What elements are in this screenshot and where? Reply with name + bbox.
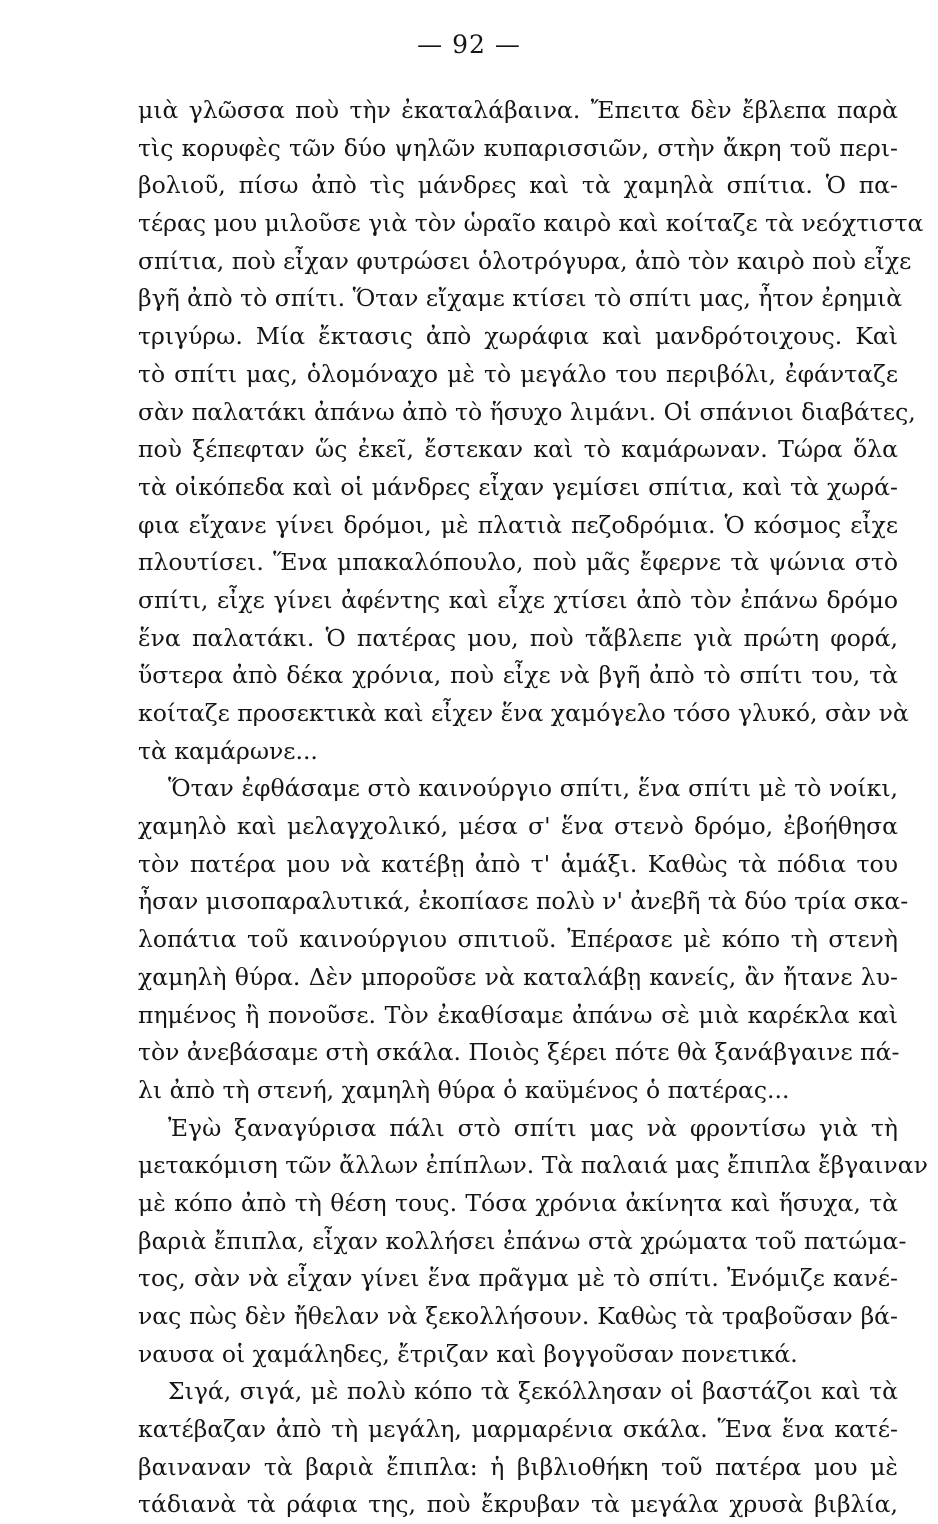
text-line: φια εἴχανε γίνει δρόμοι, μὲ πλατιὰ πεζοδρόμια. Ὁ κόσμος εἶχε (138, 510, 898, 539)
body-text (138, 92, 928, 1524)
text-line: λοπάτια τοῦ καινούργιου σπιτιοῦ. Ἐπέρασε μὲ κόπο τὴ στενὴ (138, 925, 898, 954)
text-line: τὸ σπίτι μας, ὁλομόναχο μὲ τὸ μεγάλο του περιβόλι, ἐφάνταζε (138, 359, 898, 388)
text-line: πημένος ἢ πονοῦσε. Τὸν ἐκαθίσαμε ἀπάνω σὲ μιὰ καρέκλα καὶ (138, 1000, 898, 1029)
text-line: τὶς κορυφὲς τῶν δύο ψηλῶν κυπαρισσιῶν, στὴν ἄκρη τοῦ περι- (138, 133, 898, 162)
text-line: βολιοῦ, πίσω ἀπὸ τὶς μάνδρες καὶ τὰ χαμηλὰ σπίτια. Ὁ πα- (138, 171, 898, 200)
text-line: ἕνα παλατάκι. Ὁ πατέρας μου, ποὺ τἄβλεπε γιὰ πρώτη φορά, (138, 623, 898, 652)
text-line: τὰ οἰκόπεδα καὶ οἱ μάνδρες εἶχαν γεμίσει σπίτια, καὶ τὰ χωρά- (138, 472, 898, 501)
text-line: μὲ κόπο ἀπὸ τὴ θέση τους. Τόσα χρόνια ἀκίνητα καὶ ἥσυχα, τὰ (138, 1188, 898, 1217)
text-line: μετακόμιση τῶν ἄλλων ἐπίπλων. Τὰ παλαιά μας ἔπιπλα ἔβγαιναν (138, 1151, 928, 1180)
text-line: σπίτια, ποὺ εἶχαν φυτρώσει ὁλοτρόγυρα, ἀπὸ τὸν καιρὸ ποὺ εἶχε (138, 246, 912, 275)
text-line: ναυσα οἱ χαμάληδες, ἔτριζαν καὶ βογγοῦσαν πονετικά. (138, 1339, 798, 1368)
text-line: λι ἀπὸ τὴ στενή, χαμηλὴ θύρα ὁ καϋμένος ὁ πατέρας... (138, 1075, 790, 1104)
text-line: κοίταζε προσεκτικὰ καὶ εἶχεν ἕνα χαμόγελο τόσο γλυκό, σὰν νὰ (138, 699, 909, 727)
text-line: χαμηλὴ θύρα. Δὲν μποροῦσε νὰ καταλάβῃ κανείς, ἂν ἤτανε λυ- (138, 962, 898, 991)
text-line: βαριὰ ἔπιπλα, εἶχαν κολλήσει ἐπάνω στὰ χρώματα τοῦ πατώμα- (138, 1226, 907, 1255)
text-line: ἦσαν μισοπαραλυτικά, ἐκοπίασε πολὺ ν' ἀνεβῆ τὰ δύο τρία σκα- (138, 887, 909, 916)
text-line: μιὰ γλῶσσα ποὺ τὴν ἐκαταλάβαινα. Ἔπειτα δὲν ἔβλεπα παρὰ (138, 96, 898, 124)
text-line: βγῆ ἀπὸ τὸ σπίτι. Ὅταν εἴχαμε κτίσει τὸ σπίτι μας, ἦτον ἐρημιὰ (138, 284, 903, 313)
text-line: τάδιανὰ τὰ ράφια της, ποὺ ἔκρυβαν τὰ μεγάλα χρυσὰ βιβλία, (138, 1490, 898, 1519)
text-line: νας πὼς δὲν ἤθελαν νὰ ξεκολλήσουν. Καθὼς τὰ τραβοῦσαν βά- (138, 1302, 898, 1330)
text-line: πλουτίσει. Ἕνα μπακαλόπουλο, ποὺ μᾶς ἔφερνε τὰ ψώνια στὸ (138, 548, 898, 577)
text-line: Ἐγὼ ξαναγύρισα πάλι στὸ σπίτι μας νὰ φροντίσω γιὰ τὴ (168, 1113, 898, 1142)
text-line: Σιγά, σιγά, μὲ πολὺ κόπο τὰ ξεκόλλησαν οἱ βαστάζοι καὶ τὰ (168, 1377, 898, 1406)
text-line: τριγύρω. Μία ἔκτασις ἀπὸ χωράφια καὶ μανδρότοιχους. Καὶ (138, 322, 898, 351)
text-line: τὸν πατέρα μου νὰ κατέβῃ ἀπὸ τ' ἁμάξι. Καθὼς τὰ πόδια του (138, 849, 898, 878)
text-line: ὕστερα ἀπὸ δέκα χρόνια, ποὺ εἶχε νὰ βγῆ ἀπὸ τὸ σπίτι του, τὰ (138, 661, 898, 690)
text-line: σπίτι, εἶχε γίνει ἀφέντης καὶ εἶχε χτίσει ἀπὸ τὸν ἐπάνω δρόμο (138, 585, 898, 614)
text-line: τος, σὰν νὰ εἶχαν γίνει ἕνα πρᾶγμα μὲ τὸ σπίτι. Ἐνόμιζε κανέ- (138, 1264, 898, 1293)
text-line: ποὺ ξέπεφταν ὥς ἐκεῖ, ἔστεκαν καὶ τὸ καμάρωναν. Τώρα ὅλα (138, 435, 898, 464)
text-line: κατέβαζαν ἀπὸ τὴ μεγάλη, μαρμαρένια σκάλα. Ἕνα ἕνα κατέ- (138, 1415, 898, 1444)
page-number: — 92 — (417, 30, 521, 59)
text-line: τέρας μου μιλοῦσε γιὰ τὸν ὡραῖο καιρὸ καὶ κοίταζε τὰ νεόχτιστα (138, 209, 924, 238)
text-line: τὸν ἀνεβάσαμε στὴ σκάλα. Ποιὸς ξέρει πότε θὰ ξανάβγαινε πά- (138, 1038, 900, 1067)
text-line: σὰν παλατάκι ἀπάνω ἀπὸ τὸ ἥσυχο λιμάνι. Οἱ σπάνιοι διαβάτες, (138, 397, 916, 426)
text-line: χαμηλὸ καὶ μελαγχολικό, μέσα σ' ἕνα στενὸ δρόμο, ἐβοήθησα (138, 812, 898, 841)
text-line: βαιναναν τὰ βαριὰ ἔπιπλα: ἡ βιβλιοθήκη τοῦ πατέρα μου μὲ (138, 1452, 898, 1481)
text-line: Ὅταν ἐφθάσαμε στὸ καινούργιο σπίτι, ἕνα σπίτι μὲ τὸ νοίκι, (168, 774, 898, 803)
text-line: τὰ καμάρωνε... (138, 736, 318, 765)
